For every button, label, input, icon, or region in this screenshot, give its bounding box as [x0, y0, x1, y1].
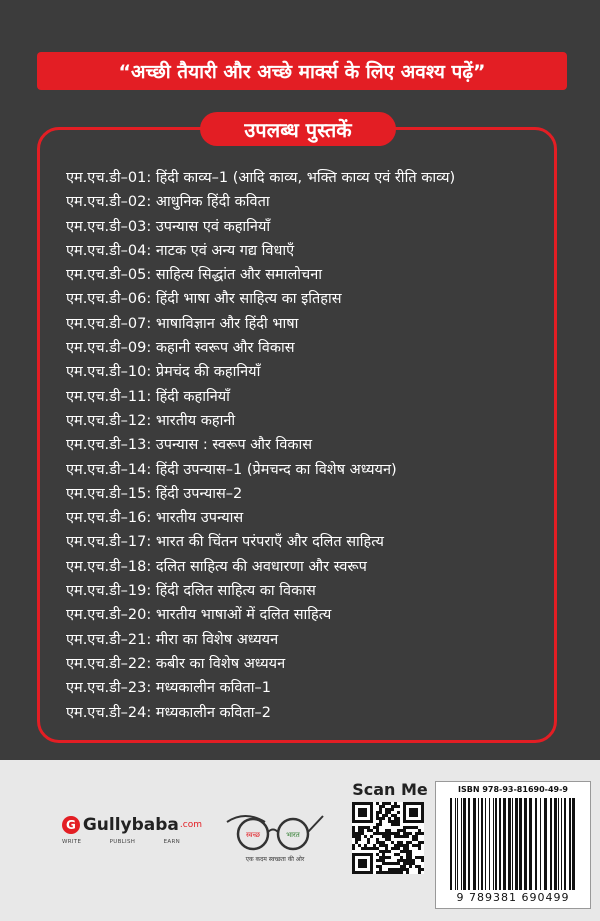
- tagline-write: WRITE: [62, 839, 82, 845]
- book-item: एम.एच.डी–09: कहानी स्वरूप और विकास: [66, 340, 295, 357]
- barcode-number: 9 789381 690499: [456, 891, 570, 904]
- swachh-bharat-logo: [225, 808, 325, 868]
- tagline-earn: EARN: [163, 839, 180, 845]
- book-item: एम.एच.डी–17: भारत की चिंतन परंपराएँ और दलित साहित्य: [66, 534, 384, 551]
- gullybaba-g-icon: G: [62, 816, 80, 834]
- book-item: एम.एच.डी–03: उपन्यास एवं कहानियाँ: [66, 218, 271, 235]
- section-title: [200, 112, 396, 146]
- qr-code-icon: [352, 802, 424, 874]
- gullybaba-logo: [62, 815, 202, 851]
- book-item: एम.एच.डी–10: प्रेमचंद की कहानियाँ: [66, 364, 261, 381]
- barcode-icon: [436, 782, 590, 908]
- tagline-publish: PUBLISH: [109, 839, 136, 845]
- book-item: एम.एच.डी–16: भारतीय उपन्यास: [66, 510, 244, 527]
- book-item: एम.एच.डी–20: भारतीय भाषाओं में दलित साहित्य: [66, 607, 332, 624]
- book-item: एम.एच.डी–15: हिंदी उपन्यास–2: [66, 485, 243, 502]
- book-item: एम.एच.डी–14: हिंदी उपन्यास–1 (प्रेमचन्द का विशेष अध्ययन): [66, 461, 397, 478]
- book-item: एम.एच.डी–02: आधुनिक हिंदी कविता: [66, 194, 270, 211]
- book-item: एम.एच.डी–07: भाषाविज्ञान और हिंदी भाषा: [66, 315, 299, 332]
- scan-me-label: Scan Me: [352, 780, 428, 799]
- book-item: एम.एच.डी–01: हिंदी काव्य–1 (आदि काव्य, भक्ति काव्य एवं रीति काव्य): [66, 170, 456, 186]
- book-item: एम.एच.डी–04: नाटक एवं अन्य गद्य विधाएँ: [66, 242, 295, 259]
- swachh-left-text: स्वच्छ: [245, 831, 261, 839]
- publisher-tagline: [62, 839, 180, 845]
- swachh-caption: एक कदम स्वच्छता की ओर: [245, 856, 305, 863]
- isbn-barcode: [435, 781, 591, 909]
- book-list: [66, 166, 546, 725]
- swachh-bharat-glasses-icon: [225, 808, 325, 854]
- tagline-banner: [37, 52, 567, 90]
- isbn-label: ISBN 978-93-81690-49-9: [458, 785, 568, 794]
- book-item: एम.एच.डी–23: मध्यकालीन कविता–1: [66, 680, 271, 697]
- book-item: एम.एच.डी–06: हिंदी भाषा और साहित्य का इतिहास: [66, 291, 342, 308]
- book-item: एम.एच.डी–11: हिंदी कहानियाँ: [66, 388, 230, 405]
- book-item: एम.एच.डी–18: दलित साहित्य की अवधारणा और स्वरूप: [66, 558, 367, 575]
- book-item: एम.एच.डी–22: कबीर का विशेष अध्ययन: [66, 655, 286, 672]
- book-item: एम.एच.डी–05: साहित्य सिद्धांत और समालोचना: [66, 267, 323, 284]
- book-item: एम.एच.डी–19: हिंदी दलित साहित्य का विकास: [66, 583, 316, 600]
- swachh-right-text: भारत: [286, 831, 300, 839]
- publisher-name: Gullybaba: [82, 815, 179, 835]
- book-item: एम.एच.डी–24: मध्यकालीन कविता–2: [66, 704, 271, 721]
- book-item: एम.एच.डी–21: मीरा का विशेष अध्ययन: [66, 631, 279, 648]
- section-title-text: उपलब्ध पुस्तकें: [244, 117, 352, 142]
- book-item: एम.एच.डी–13: उपन्यास : स्वरूप और विकास: [66, 437, 313, 454]
- tagline-text: “अच्छी तैयारी और अच्छे मार्क्स के लिए अवश्य पढ़ें”: [118, 61, 486, 83]
- book-item: एम.एच.डी–12: भारतीय कहानी: [66, 412, 236, 429]
- publisher-suffix: .com: [179, 820, 202, 830]
